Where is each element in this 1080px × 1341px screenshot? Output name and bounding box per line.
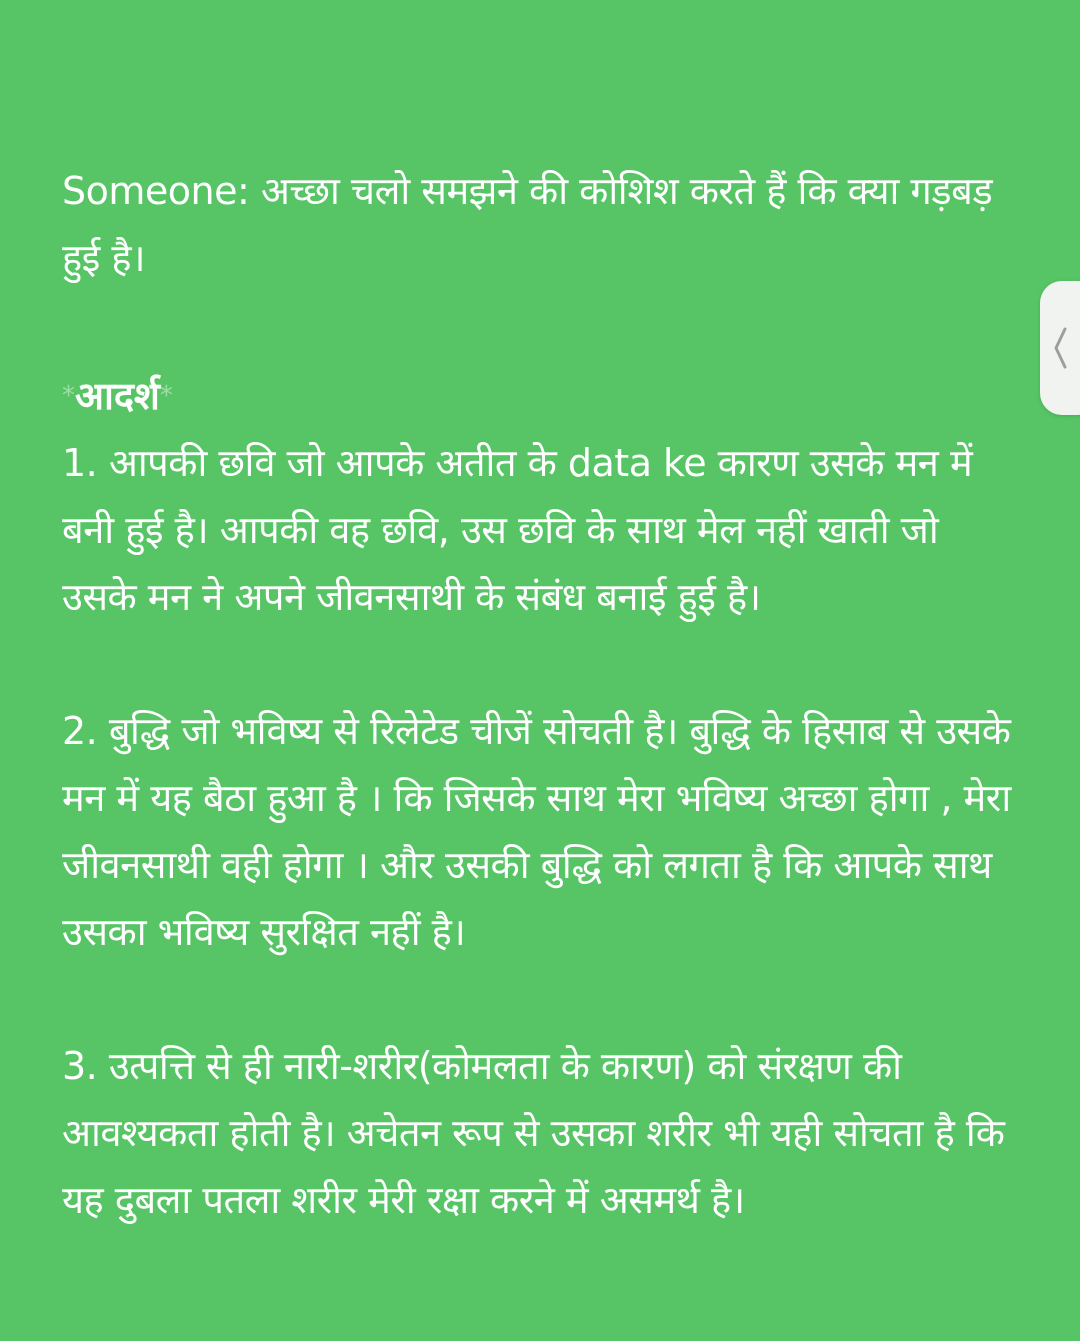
side-panel-handle[interactable] [1040,281,1080,415]
spacer [62,292,1022,359]
point-3: 3. उत्पत्ति से ही नारी-शरीर(कोमलता के कारण) को संरक्षण की आवश्यकता होती है। अचेतन रूप से उसका शरीर भी यही सोचता है कि यह दुबला पतला शरीर मेरी रक्षा करने में असमर्थ है। [62,1044,1005,1222]
chevron-left-icon [1050,325,1070,371]
section-heading [62,363,1022,430]
intro-text: Someone: अच्छा चलो समझने की कोशिश करते हैं कि क्या गड़बड़ हुई है। [62,169,993,280]
heading-star-left: * [62,381,75,411]
heading-star-right: * [159,381,173,411]
spacer [62,966,1022,1033]
point-1: 1. आपकी छवि जो आपके अतीत के data ke कारण उसके मन में बनी हुई है। आपकी वह छवि, उस छवि के साथ मेल नहीं खाती जो उसके मन ने अपने जीवनसाथी के संबंध बनाई हुई है। [62,441,973,619]
message-body [62,158,1022,1234]
spacer [62,631,1022,698]
point-2: 2. बुद्धि जो भविष्य से रिलेटेड चीजें सोचती है। बुद्धि के हिसाब से उसके मन में यह बैठा हुआ है । कि जिसके साथ मेरा भविष्य अच्छा होगा , मेरा जीवनसाथी वही होगा । और उसकी बुद्धि को लगता है कि आपके साथ उसका भविष्य सुरक्षित नहीं है। [62,709,1011,954]
heading-text: आदर्श [75,374,160,418]
